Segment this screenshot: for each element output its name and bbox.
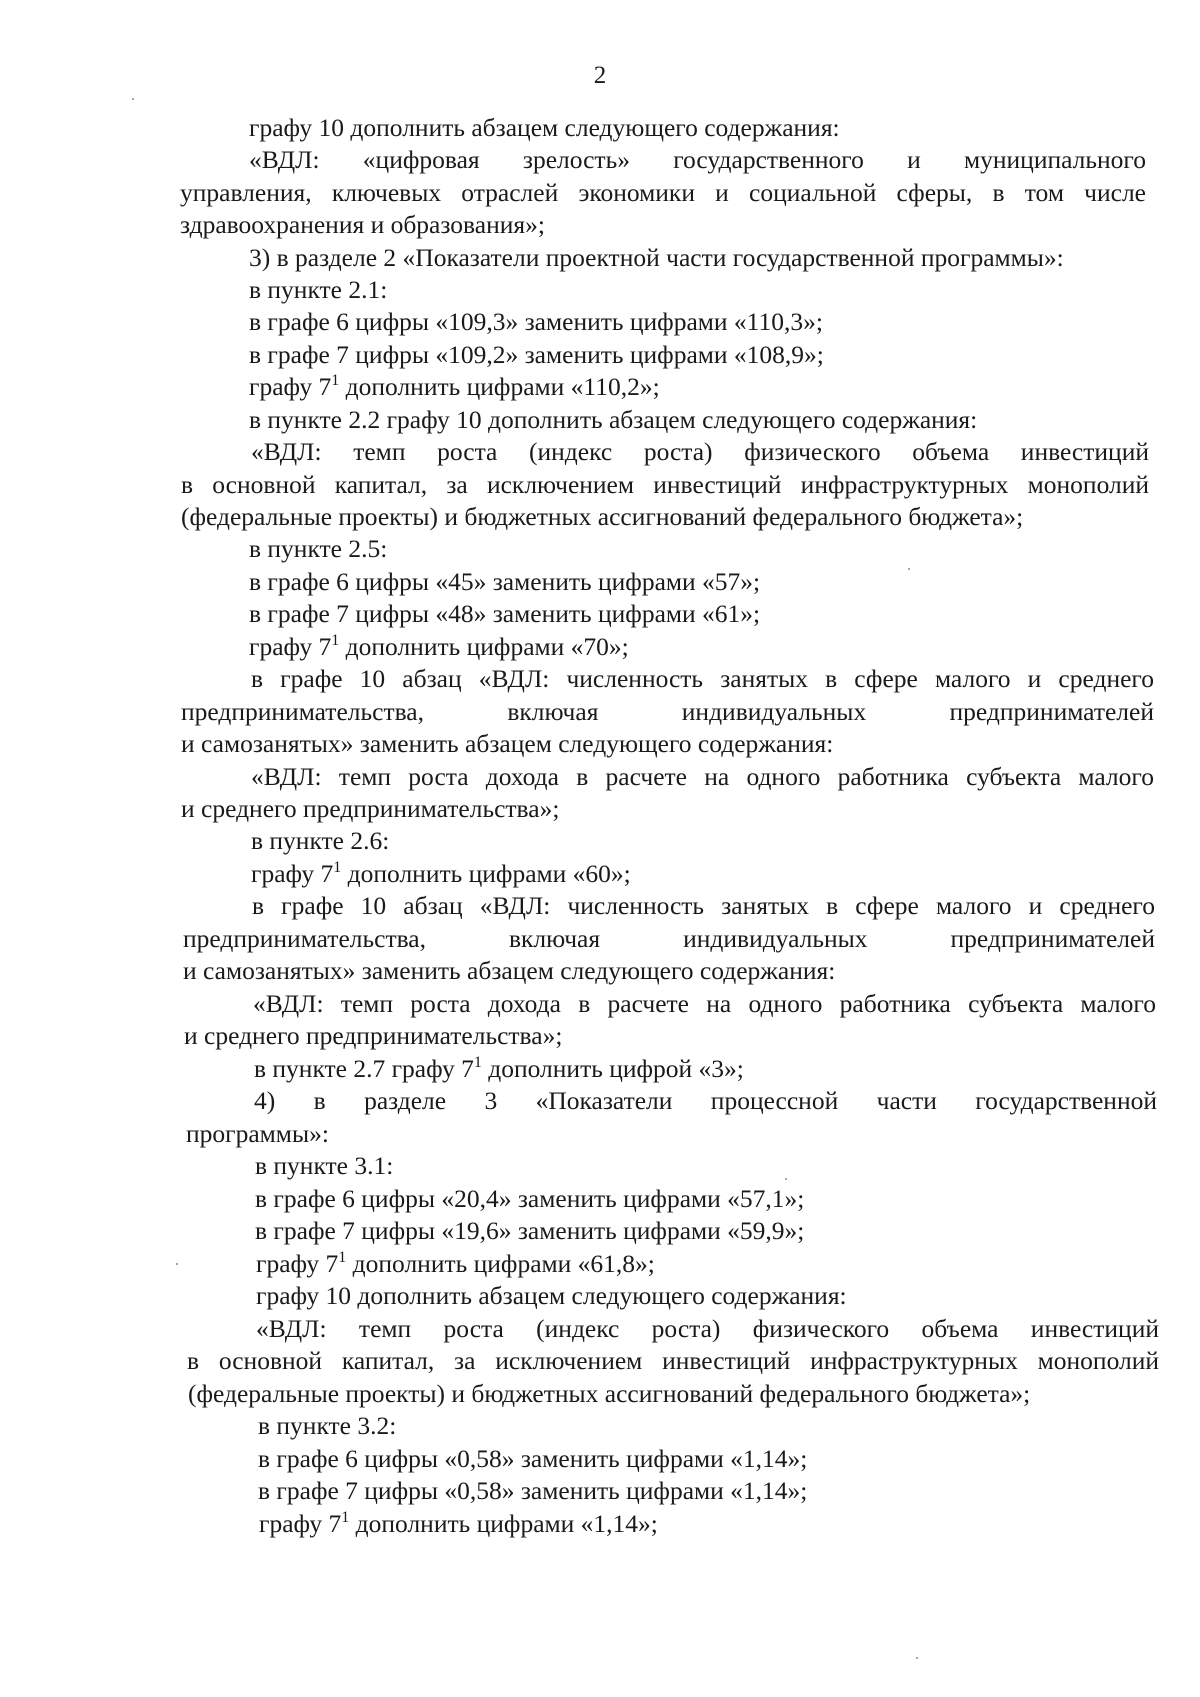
- text-line: [184, 1021, 562, 1051]
- line-text: в пункте 3.2:: [258, 1411, 397, 1440]
- superscript-index: 1: [473, 1054, 482, 1071]
- text-line: [249, 599, 760, 629]
- text-line: [249, 113, 840, 143]
- text-line: [249, 145, 1146, 175]
- text-line: [258, 1411, 396, 1441]
- text-line: [249, 534, 387, 564]
- scan-speck: [916, 1657, 918, 1659]
- line-text: в графе 7 цифры «48» заменить цифрами «61»;: [249, 599, 761, 628]
- text-line: [255, 1216, 804, 1246]
- text-line: [259, 1509, 658, 1539]
- text-line: [256, 1314, 1159, 1344]
- line-text: в графе 6 цифры «0,58» заменить цифрами «1,14»;: [258, 1444, 808, 1473]
- text-line: [183, 956, 835, 986]
- text-line: [258, 1476, 807, 1506]
- text-line: [180, 210, 545, 240]
- line-text: в графе 6 цифры «109,3» заменить цифрами «110,3»;: [249, 307, 823, 336]
- line-text: и среднего предпринимательства»;: [181, 794, 560, 823]
- line-text: в пункте 2.5:: [249, 534, 388, 563]
- line-text: графу 7: [249, 372, 332, 401]
- line-text: графу 7: [251, 859, 334, 888]
- text-line: [258, 1444, 807, 1474]
- text-line: [253, 989, 1156, 1019]
- line-text: дополнить цифрами «60»;: [341, 859, 631, 888]
- text-line: [181, 794, 559, 824]
- line-text: в основной капитал, за исключением инвестиций инфраструктурных монополий: [187, 1346, 1159, 1375]
- text-line: [249, 567, 760, 597]
- text-line: [251, 437, 1149, 467]
- line-text: в пункте 2.6:: [251, 826, 390, 855]
- scan-speck: [132, 98, 134, 100]
- line-text: и среднего предпринимательства»;: [184, 1021, 563, 1050]
- line-text: управления, ключевых отраслей экономики и социальной сферы, в том числе: [180, 178, 1146, 207]
- line-text: в графе 7 цифры «109,2» заменить цифрами «108,9»;: [249, 340, 824, 369]
- superscript-index: 1: [338, 1249, 347, 1266]
- line-text: в графе 10 абзац «ВДЛ: численность занятых в сфере малого и среднего: [252, 891, 1155, 920]
- line-text: в пункте 2.7 графу 7: [254, 1054, 474, 1083]
- line-text: дополнить цифрами «1,14»;: [349, 1509, 658, 1538]
- line-text: в пункте 2.2 графу 10 дополнить абзацем следующего содержания:: [249, 405, 978, 434]
- text-line: [181, 502, 1023, 532]
- text-line: [183, 924, 1155, 954]
- superscript-index: 1: [331, 372, 340, 389]
- scan-speck: [908, 568, 910, 570]
- line-text: графу 10 дополнить абзацем следующего содержания:: [256, 1281, 847, 1310]
- line-text: (федеральные проекты) и бюджетных ассигнований федерального бюджета»;: [188, 1379, 1031, 1408]
- line-text: (федеральные проекты) и бюджетных ассигнований федерального бюджета»;: [181, 502, 1024, 531]
- line-text: здравоохранения и образования»;: [180, 210, 545, 239]
- line-text: в графе 7 цифры «0,58» заменить цифрами «1,14»;: [258, 1476, 808, 1505]
- text-line: [187, 1346, 1159, 1376]
- superscript-index: 1: [331, 632, 340, 649]
- line-text: 3) в разделе 2 «Показатели проектной части государственной программы»:: [249, 243, 1064, 272]
- line-text: в основной капитал, за исключением инвестиций инфраструктурных монополий: [181, 470, 1149, 499]
- line-text: «ВДЛ: темп роста дохода в расчете на одного работника субъекта малого: [251, 762, 1154, 791]
- text-line: [251, 826, 389, 856]
- text-line: [249, 243, 1064, 273]
- text-line: [186, 1119, 329, 1149]
- text-line: [249, 372, 660, 402]
- line-text: «ВДЛ: темп роста дохода в расчете на одного работника субъекта малого: [253, 989, 1156, 1018]
- line-text: в пункте 3.1:: [255, 1151, 394, 1180]
- text-line: [251, 762, 1154, 792]
- text-line: [181, 729, 833, 759]
- text-line: [249, 307, 823, 337]
- line-text: в графе 6 цифры «45» заменить цифрами «57»;: [249, 567, 761, 596]
- text-line: [255, 1151, 393, 1181]
- text-line: [254, 1054, 744, 1084]
- text-line: [181, 470, 1149, 500]
- line-text: графу 10 дополнить абзацем следующего содержания:: [249, 113, 840, 142]
- line-text: графу 7: [249, 632, 332, 661]
- line-text: в графе 7 цифры «19,6» заменить цифрами «59,9»;: [255, 1216, 805, 1245]
- line-text: программы»:: [186, 1119, 329, 1148]
- text-line: [255, 1184, 804, 1214]
- line-text: графу 7: [256, 1249, 339, 1278]
- text-line: [249, 632, 629, 662]
- text-line: [254, 1086, 1157, 1116]
- line-text: «ВДЛ: темп роста (индекс роста) физического объема инвестиций: [251, 437, 1149, 466]
- line-text: дополнить цифрами «61,8»;: [346, 1249, 655, 1278]
- text-line: [251, 664, 1154, 694]
- line-text: «ВДЛ: темп роста (индекс роста) физического объема инвестиций: [256, 1314, 1159, 1343]
- text-line: [188, 1379, 1030, 1409]
- scan-speck: [785, 1178, 787, 1180]
- text-line: [180, 178, 1146, 208]
- line-text: и самозанятых» заменить абзацем следующего содержания:: [181, 729, 834, 758]
- text-line: [256, 1249, 655, 1279]
- text-line: [251, 859, 631, 889]
- line-text: в графе 6 цифры «20,4» заменить цифрами «57,1»;: [255, 1184, 805, 1213]
- superscript-index: 1: [341, 1509, 350, 1526]
- line-text: в пункте 2.1:: [249, 275, 388, 304]
- superscript-index: 1: [333, 859, 342, 876]
- line-text: дополнить цифрами «70»;: [339, 632, 629, 661]
- line-text: предпринимательства, включая индивидуальных предпринимателей: [183, 924, 1155, 953]
- page-number: 2: [593, 62, 607, 89]
- text-line: [249, 405, 977, 435]
- line-text: дополнить цифрами «110,2»;: [339, 372, 660, 401]
- line-text: предпринимательства, включая индивидуальных предпринимателей: [181, 697, 1154, 726]
- line-text: дополнить цифрой «3»;: [481, 1054, 744, 1083]
- text-line: [249, 275, 387, 305]
- text-line: [249, 340, 824, 370]
- text-line: [256, 1281, 847, 1311]
- line-text: и самозанятых» заменить абзацем следующего содержания:: [183, 956, 836, 985]
- scan-speck: [176, 1263, 178, 1265]
- text-line: [181, 697, 1154, 727]
- line-text: «ВДЛ: «цифровая зрелость» государственного и муниципального: [249, 145, 1146, 174]
- text-line: [252, 891, 1155, 921]
- line-text: в графе 10 абзац «ВДЛ: численность занятых в сфере малого и среднего: [251, 664, 1154, 693]
- line-text: графу 7: [259, 1509, 342, 1538]
- line-text: 4) в разделе 3 «Показатели процессной части государственной: [254, 1086, 1157, 1115]
